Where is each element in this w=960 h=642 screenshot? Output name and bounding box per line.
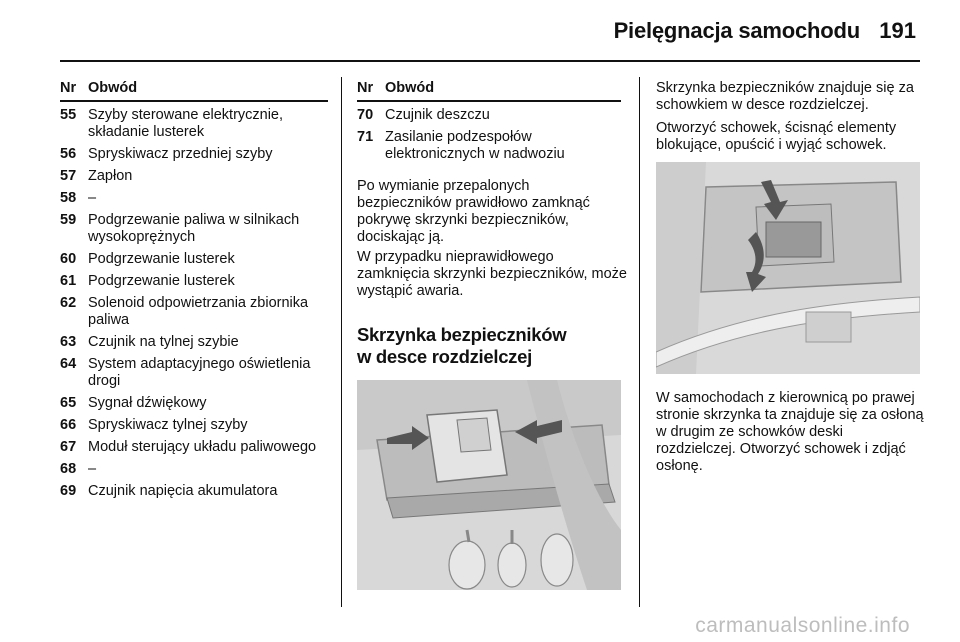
fuse-circuit: Zasilanie podzespołów elektronicznych w nadwoziu bbox=[385, 129, 565, 162]
table-row bbox=[357, 129, 621, 163]
paragraph-fusebox-location: Skrzynka bezpieczników znajduje się za schowkiem w desce rozdzielczej. bbox=[656, 80, 914, 113]
table-row bbox=[60, 168, 328, 185]
fuse-number: 59 bbox=[60, 212, 77, 228]
section-heading-line-1: Skrzynka bezpieczników bbox=[357, 324, 567, 345]
fuse-number: 66 bbox=[60, 417, 77, 433]
section-heading bbox=[357, 324, 627, 368]
fuse-number: 71 bbox=[357, 129, 374, 145]
fuse-circuit: – bbox=[88, 461, 97, 477]
table-row bbox=[60, 395, 328, 412]
fuse-number: 57 bbox=[60, 168, 77, 184]
table-row bbox=[60, 251, 328, 268]
paragraph-close-fusebox: Po wymianie przepalonych bezpieczników prawidłowo zamknąć pokrywę skrzynki bezpieczników, dociskając ją. bbox=[357, 178, 590, 245]
fuse-circuit: Zapłon bbox=[88, 168, 133, 184]
table-row bbox=[60, 483, 328, 500]
fuse-number: 65 bbox=[60, 395, 77, 411]
table-row bbox=[60, 356, 328, 390]
column-divider-left bbox=[341, 77, 342, 607]
section-heading-line-2: w desce rozdzielczej bbox=[357, 346, 532, 367]
fuse-circuit: System adaptacyjnego oświetlenia drogi bbox=[88, 356, 311, 389]
page-number: 191 bbox=[879, 18, 916, 43]
fuse-circuit: Podgrzewanie lusterek bbox=[88, 273, 235, 289]
table-row bbox=[60, 417, 328, 434]
table-row bbox=[357, 107, 621, 124]
table-row bbox=[60, 295, 328, 329]
fuse-circuit: – bbox=[88, 190, 97, 206]
header-rule bbox=[60, 60, 920, 62]
fuse-number: 68 bbox=[60, 461, 77, 477]
page-title: Pielęgnacja samochodu bbox=[613, 18, 860, 43]
column-header-circuit: Obwód bbox=[88, 80, 138, 96]
table-row bbox=[60, 461, 328, 478]
fuse-circuit: Czujnik napięcia akumulatora bbox=[88, 483, 278, 499]
table-row bbox=[60, 190, 328, 207]
fuse-circuit: Solenoid odpowietrzania zbiornika paliwa bbox=[88, 295, 309, 328]
table-row bbox=[60, 273, 328, 290]
fuse-table-left bbox=[60, 80, 328, 500]
page-header bbox=[0, 0, 960, 60]
fuse-number: 60 bbox=[60, 251, 77, 267]
fuse-number: 69 bbox=[60, 483, 77, 499]
fuse-circuit: Czujnik deszczu bbox=[385, 107, 490, 123]
fuse-table-middle bbox=[357, 80, 621, 163]
fuse-number: 64 bbox=[60, 356, 77, 372]
column-divider-right bbox=[639, 77, 640, 607]
paragraph-remove-glovebox: Otworzyć schowek, ścisnąć elementy blokujące, opuścić i wyjąć schowek. bbox=[656, 120, 897, 153]
fuse-number: 58 bbox=[60, 190, 77, 206]
glovebox-drawing bbox=[357, 380, 621, 590]
paragraph-improper-close: W przypadku nieprawidłowego zamknięcia skrzynki bezpieczników, może wystąpić awaria. bbox=[357, 249, 627, 299]
fuse-circuit: Spryskiwacz tylnej szyby bbox=[88, 417, 248, 433]
fuse-number: 62 bbox=[60, 295, 77, 311]
fuse-circuit: Podgrzewanie paliwa w silnikach wysokoprężnych bbox=[88, 212, 300, 245]
fuse-number: 61 bbox=[60, 273, 77, 289]
paragraph-right-hand-drive: W samochodach z kierownicą po prawej stronie skrzynka ta znajduje się za osłoną w drugim ze schowków deski rozdzielczej. Otworzyć schowek i zdjąć osłonę. bbox=[656, 390, 924, 474]
glovebox-illustration bbox=[357, 380, 621, 590]
table-row bbox=[60, 212, 328, 246]
fuse-number: 63 bbox=[60, 334, 77, 350]
glovebox-removal-illustration bbox=[656, 162, 920, 374]
fuse-circuit: Szyby sterowane elektrycznie, składanie lusterek bbox=[88, 107, 284, 140]
table-header bbox=[357, 80, 621, 102]
fuse-circuit: Czujnik na tylnej szybie bbox=[88, 334, 239, 350]
glovebox-removal-drawing bbox=[656, 162, 920, 374]
table-header bbox=[60, 80, 328, 102]
column-header-nr: Nr bbox=[60, 80, 77, 96]
table-row bbox=[60, 146, 328, 163]
column-header-nr: Nr bbox=[357, 80, 374, 96]
table-row bbox=[60, 334, 328, 351]
fuse-circuit: Podgrzewanie lusterek bbox=[88, 251, 235, 267]
fuse-number: 56 bbox=[60, 146, 77, 162]
fuse-circuit: Spryskiwacz przedniej szyby bbox=[88, 146, 273, 162]
fuse-number: 70 bbox=[357, 107, 374, 123]
fuse-number: 55 bbox=[60, 107, 77, 123]
fuse-circuit: Moduł sterujący układu paliwowego bbox=[88, 439, 317, 455]
watermark: carmanualsonline.info bbox=[695, 614, 910, 637]
table-row bbox=[60, 107, 328, 141]
table-row bbox=[60, 439, 328, 456]
fuse-circuit: Sygnał dźwiękowy bbox=[88, 395, 207, 411]
fuse-number: 67 bbox=[60, 439, 77, 455]
column-header-circuit: Obwód bbox=[385, 80, 435, 96]
